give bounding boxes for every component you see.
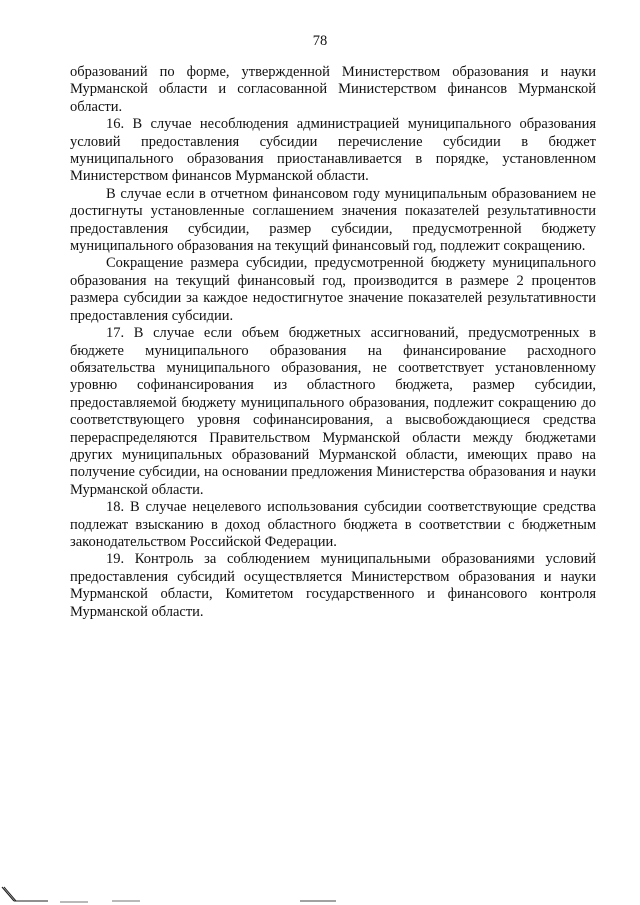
paragraph-17: 17. В случае если объем бюджетных ассигнований, предусмотренных в бюджете муниципального образования на финансирование расходного обязательства муниципального образования, не соответствует установленному уровню софинансирования из областного бюджета, размер субсидии, предоставляемой бюджету муниципального образования, подлежит сокращению до соответствующего уровня софинансирования, а высвобождающиеся средства перераспределяются Правительством Мурманской области между бюджетами других муниципальных образований Мурманской области, имеющих право на получение субсидии, на основании предложения Министерства образования и науки Мурманской области. <box>70 325 596 498</box>
scan-edge-marks <box>0 885 640 905</box>
paragraph-18: 18. В случае нецелевого использования субсидии соответствующие средства подлежат взысканию в доход областного бюджета в соответствии с бюджетным законодательством Российской Федерации. <box>70 499 596 550</box>
page-number: 78 <box>312 33 328 49</box>
paragraph-19: 19. Контроль за соблюдением муниципальными образованиями условий предоставления субсидий осуществляется Министерством образования и науки Мурманской области, Комитетом государственного и финансового контроля Мурманской области. <box>70 551 596 620</box>
paragraph-continuation: образований по форме, утвержденной Министерством образования и науки Мурманской области и согласованной Министерством финансов Мурманской области. <box>70 64 596 115</box>
paragraph-16-shortfall: В случае если в отчетном финансовом году муниципальным образованием не достигнуты установленные соглашением значения показателей результативности предоставления субсидии, размер субсидии, предусмотренной бюджету муниципального образования на текущий финансовый год, подлежит сокращению. <box>70 185 596 255</box>
document-body <box>70 64 596 621</box>
paragraph-16-reduction: Сокращение размера субсидии, предусмотренной бюджету муниципального образования на текущий финансовый год, производится в размере 2 процентов размера субсидии за каждое недостигнутое значение показателей результативности предоставления субсидии. <box>70 255 596 324</box>
paragraph-16: 16. В случае несоблюдения администрацией муниципального образования условий предоставления субсидии перечисление субсидии в бюджет муниципального образования приостанавливается в порядке, установленном Министерством финансов Мурманской области. <box>70 116 596 185</box>
